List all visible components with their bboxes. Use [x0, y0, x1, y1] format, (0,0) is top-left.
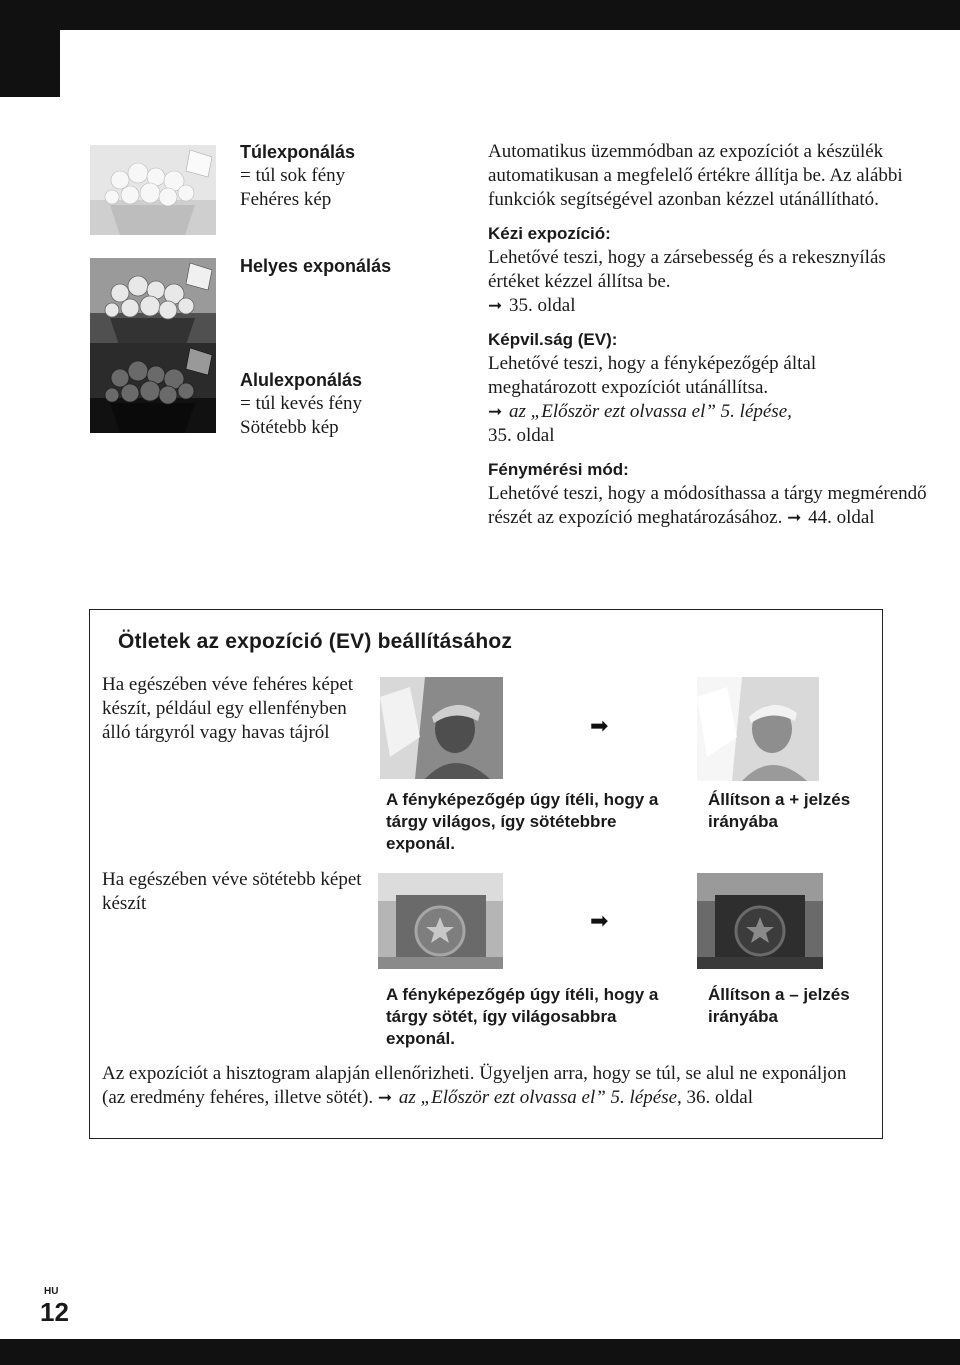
ev-ref-italic[interactable]: az „Először ezt olvassa el” 5. lépése, [509, 401, 792, 422]
overexposure-heading: Túlexponálás [240, 142, 356, 162]
top-black-bar [0, 0, 960, 30]
dark-scene-adjust-hint: Állítson a – jelzés irányába [708, 985, 850, 1026]
intro-column [488, 140, 928, 530]
dark-scene-after-photo [697, 873, 823, 969]
ev-heading: Képvil.ság (EV): [488, 330, 618, 349]
intro-text: Automatikus üzemmódban az expozíciót a készülék automatikusan a megfelelő értékre állítja be. Az alábbi funkciók segítségével azonban kézzel utánállítható. [488, 141, 903, 210]
metering-heading: Fénymérési mód: [488, 460, 629, 479]
corner-tab [0, 0, 60, 97]
bright-scene-camera-judgement: A fényképezőgép úgy ítéli, hogy a tárgy világos, így sötétebbre exponál. [386, 790, 659, 853]
metering-ref-link[interactable]: 44. oldal [808, 507, 875, 528]
histogram-note-ref-italic[interactable]: az „Először ezt olvassa el” 5. lépése [398, 1087, 678, 1108]
bold-right-arrow-icon: ➡ [590, 908, 609, 933]
ev-ref-page[interactable]: 35. oldal [488, 425, 555, 446]
bright-scene-adjust-hint: Állítson a + jelzés irányába [708, 790, 851, 831]
overexposure-line2: Fehéres kép [240, 189, 332, 210]
dark-scene-case: Ha egészében véve sötétebb képet készít [102, 869, 362, 914]
correct-exposure-heading: Helyes exponálás [240, 256, 392, 276]
page-number: 12 [40, 1297, 69, 1327]
bold-right-arrow-icon: ➡ [590, 713, 609, 738]
right-arrow-icon: ➞ [488, 296, 503, 315]
underexposure-heading: Alulexponálás [240, 370, 363, 390]
metering-text [488, 482, 928, 530]
metering-text-body: Lehetővé teszi, hogy a módosíthassa a tárgy megmérendő részét az expozíció meghatározásához. [488, 483, 927, 528]
underexposed-photo [90, 343, 216, 433]
underexposure-label [240, 368, 362, 440]
correctly-exposed-photo [90, 258, 216, 348]
tips-title: Ötletek az expozíció (EV) beállításához [118, 630, 513, 653]
overexposed-photo [90, 145, 216, 235]
dark-scene-before-photo [378, 873, 503, 969]
correct-exposure-label [240, 254, 391, 278]
underexposure-line1: = túl kevés fény [240, 393, 363, 414]
ev-ref [488, 400, 928, 448]
dark-scene-camera-judgement: A fényképezőgép úgy ítéli, hogy a tárgy sötét, így világosabbra exponál. [386, 985, 659, 1048]
right-arrow-icon: ➞ [377, 1088, 393, 1107]
manual-exposure-heading: Kézi expozíció: [488, 224, 611, 243]
manual-exposure-ref [488, 294, 928, 318]
page-language-code: HU [44, 1286, 59, 1297]
bright-scene-case: Ha egészében véve fehéres képet készít, például egy ellenfényben álló tárgyról vagy havas tájról [102, 674, 354, 743]
histogram-note-text: Az expozíciót a hisztogram alapján ellenőrizheti. Ügyeljen arra, hogy se túl, se alul ne exponáljon (az eredmény fehéres, illetve sötét). [102, 1063, 847, 1108]
histogram-note-ref-page[interactable]: , 36. oldal [677, 1087, 754, 1108]
bright-scene-after-photo [697, 677, 819, 781]
right-arrow-icon: ➞ [787, 508, 802, 527]
manual-exposure-ref-link[interactable]: 35. oldal [509, 295, 576, 316]
overexposure-line1: = túl sok fény [240, 165, 346, 186]
histogram-note [102, 1062, 872, 1110]
bright-scene-before-photo [380, 677, 503, 779]
right-arrow-icon: ➞ [488, 402, 503, 421]
overexposure-label [240, 140, 355, 212]
bottom-black-bar [0, 1339, 960, 1365]
ev-text: Lehetővé teszi, hogy a fényképezőgép által meghatározott expozíciót utánállítsa. [488, 353, 817, 398]
underexposure-line2: Sötétebb kép [240, 417, 339, 438]
manual-exposure-text: Lehetővé teszi, hogy a zársebesség és a rekesznyílás értéket kézzel állítsa be. [488, 247, 886, 292]
